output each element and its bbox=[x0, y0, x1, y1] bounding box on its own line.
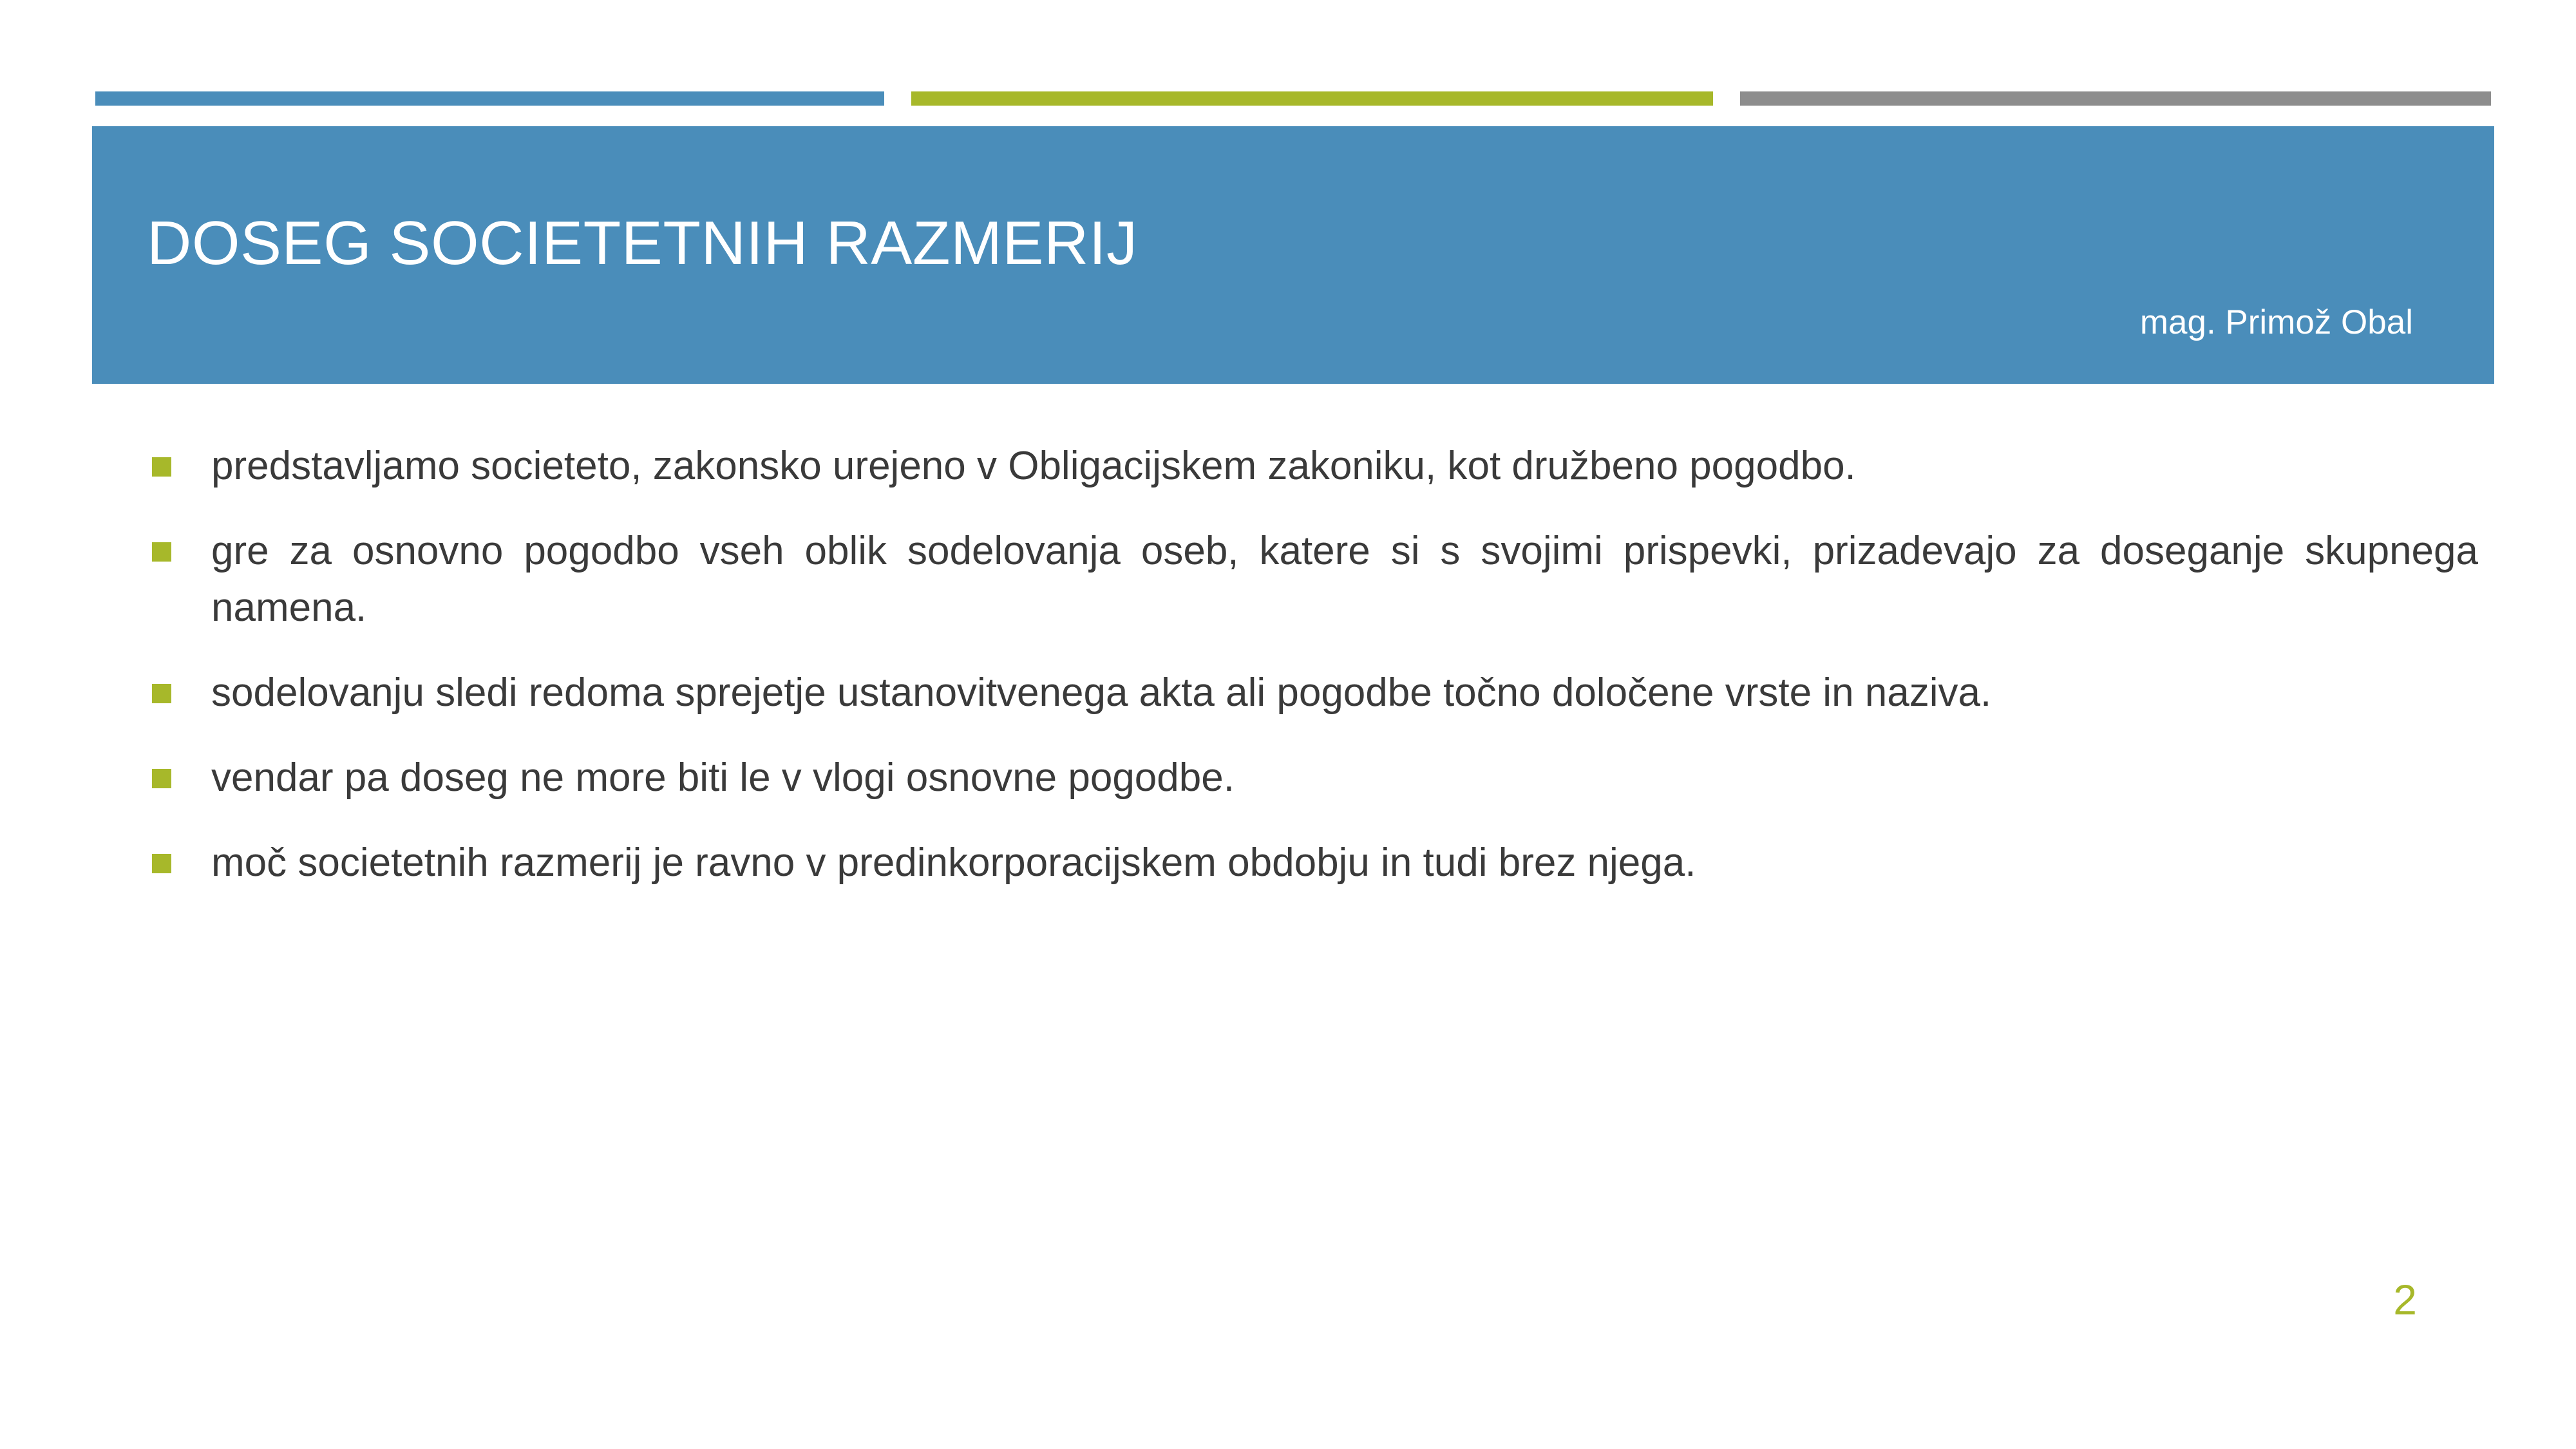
list-item-text: predstavljamo societeto, zakonsko urejeno v Obligacijskem zakoniku, kot družbeno pogodbo. bbox=[211, 444, 1856, 488]
square-bullet-icon bbox=[152, 684, 171, 703]
accent-bar-group bbox=[95, 91, 2491, 106]
accent-bar-gray bbox=[1740, 91, 2491, 106]
square-bullet-icon bbox=[152, 542, 171, 562]
list-item-text: gre za osnovno pogodbo vseh oblik sodelovanja oseb, katere si s svojimi prispevki, prizadevajo za doseganje skupnega namena. bbox=[211, 529, 2478, 630]
square-bullet-icon bbox=[152, 854, 171, 873]
bullet-list bbox=[147, 438, 2478, 920]
list-item bbox=[147, 665, 2478, 721]
author-label: mag. Primož Obal bbox=[2139, 303, 2413, 341]
list-item bbox=[147, 523, 2478, 636]
list-item-text: sodelovanju sledi redoma sprejetje ustanovitvenega akta ali pogodbe točno določene vrste in naziva. bbox=[211, 670, 1992, 715]
list-item bbox=[147, 835, 2478, 891]
accent-bar-green bbox=[911, 91, 1713, 106]
list-item bbox=[147, 438, 2478, 495]
square-bullet-icon bbox=[152, 769, 171, 788]
page-title: DOSEG SOCIETETNIH RAZMERIJ bbox=[147, 209, 1138, 278]
accent-bar-spacer-2 bbox=[1713, 91, 1740, 106]
list-item-text: moč societetnih razmerij je ravno v predinkorporacijskem obdobju in tudi brez njega. bbox=[211, 840, 1696, 886]
list-item bbox=[147, 750, 2478, 806]
accent-bar-spacer-1 bbox=[884, 91, 911, 106]
list-item-text: vendar pa doseg ne more biti le v vlogi osnovne pogodbe. bbox=[211, 755, 1235, 800]
page-number: 2 bbox=[2393, 1276, 2417, 1323]
square-bullet-icon bbox=[152, 457, 171, 477]
accent-bar-blue bbox=[95, 91, 884, 106]
